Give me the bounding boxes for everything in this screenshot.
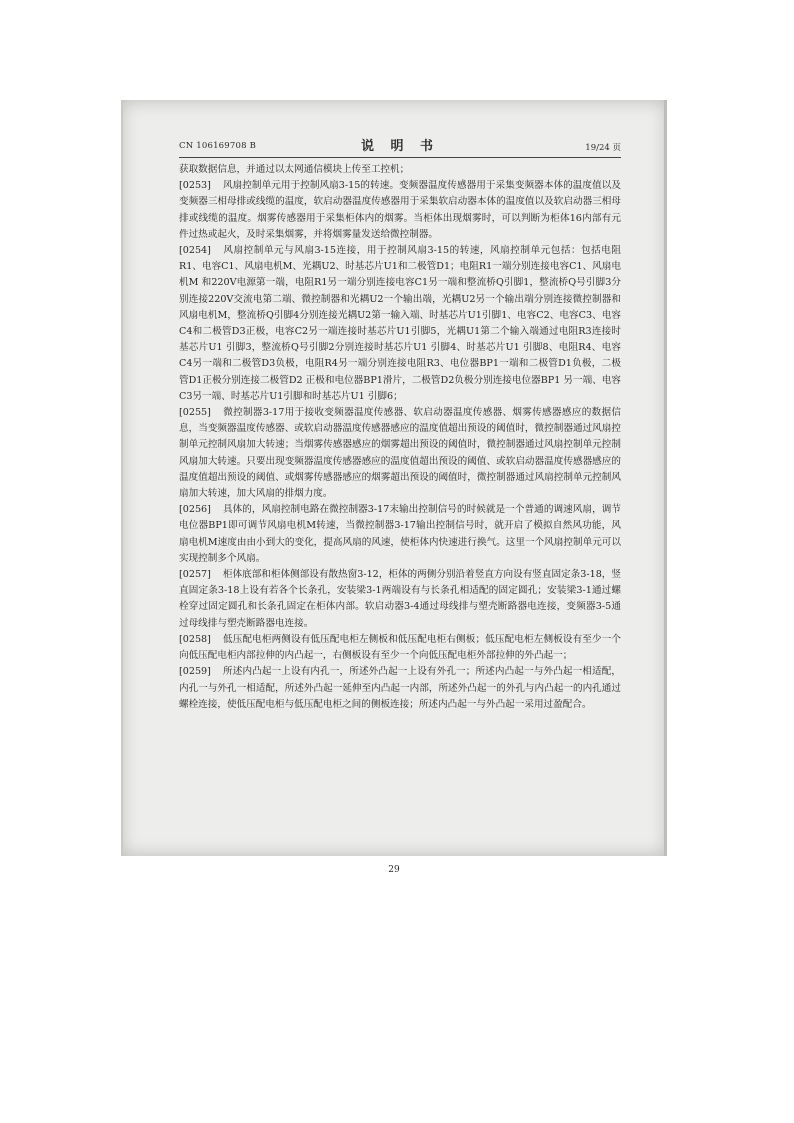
paragraph-number: [0253] [179, 180, 211, 192]
page-info: 19/24 页 [585, 143, 621, 153]
paragraph-number: [0256] [179, 504, 211, 516]
paragraph-text: 柜体底部和柜体侧部设有散热窗3-12，柜体的两侧分别沿着竖直方向设有竖直固定条3-18，竖直固定条3-18上设有若各个长条孔，安装梁3-1两端设有与长条孔相适配的固定圆孔；安装梁3-1通过螺栓穿过固定圆孔和长条孔固定在柜体内部。软启动器3-4通过母线排与塑壳断路器电连接，变频器3-5通过母线排与塑壳断路器电连接。 [179, 569, 621, 629]
paragraph-text: 风扇控制单元与风扇3-15连接，用于控制风扇3-15的转速，风扇控制单元包括：包括电阻R1、电容C1、风扇电机M、光耦U2、时基芯片U1和二极管D1；电阻R1一端分别连接电容C1、风扇电机M 和220V电源第一端，电阻R1另一端分别连接电容C1另一端和整流桥Q引脚1，整流桥Q号引脚3分别连接220V交流电第二端、微控制器和光耦U2一个输出端，光耦U2另一个输出端分别连接微控制器和风扇电机M，整流桥Q引脚4分别连接光耦U2第一输入端、时基芯片U1引脚1、电容C2、电容C3、电容C4和二极管D3正极，电容C2另一端连接时基芯片U1引脚5，光耦U1第二个输入端通过电阻R3连接时基芯片U1 引脚3，整流桥Q号引脚2分别连接时基芯片U1 引脚4、时基芯片U1 引脚8、电阻R4、电容C4另一端和二极管D3负极，电阻R4另一端分别连接电阻R3、电位器BP1一端和二极管D1负极，二极管D1正极分别连接二极管D2 正极和电位器BP1滑片，二极管D2负极分别连接电位器BP1 另一端、电容C3另一端、时基芯片U1引脚和时基芯片U1 引脚6； [179, 245, 621, 402]
paragraph [179, 502, 621, 567]
paragraph-number: [0255] [179, 407, 211, 419]
paragraph-number: [0258] [179, 633, 211, 645]
paragraph [179, 243, 621, 405]
paragraph [179, 405, 621, 502]
patent-number: CN 106169708 B [179, 141, 257, 151]
paragraph [179, 567, 621, 632]
paragraph-text: 风扇控制单元用于控制风扇3-15的转速。变频器温度传感器用于采集变频器本体的温度值以及变频器三相母排或线缆的温度，软启动器温度传感器用于采集软启动器本体的温度值以及软启动器三相母排或线缆的温度。烟雾传感器用于采集柜体内的烟雾。当柜体出现烟雾时，可以判断为柜体16内部有元件过热或起火，及时采集烟雾，并将烟雾量发送给微控制器。 [179, 180, 621, 240]
paragraph-text: 所述内凸起一上设有内孔一，所述外凸起一上设有外孔一；所述内凸起一与外凸起一相适配，内孔一与外孔一相适配，所述外凸起一延伸至内凸起一内部，所述外凸起一的外孔与内凸起一的内孔通过螺栓连接，使低压配电柜与低压配电柜之间的侧板连接；所述内凸起一与外凸起一采用过盈配合。 [179, 666, 621, 710]
paragraph-number: [0257] [179, 569, 211, 581]
paragraph-number: [0254] [179, 245, 211, 257]
paragraph-text: 获取数据信息，并通过以太网通信模块上传至工控机； [179, 164, 410, 175]
header-rule [179, 157, 621, 158]
document-title: 说 明 书 [360, 139, 440, 154]
paragraph-text: 具体的，风扇控制电路在微控制器3-17末输出控制信号的时候就是一个普通的调速风扇，调节电位器BP1即可调节风扇电机M转速，当微控制器3-17输出控制信号时，就开启了模拟自然风功能，风扇电机M速度由由小到大的变化，提高风扇的风速，使柜体内快速进行换气。这里一个风扇控制单元可以实现控制多个风扇。 [179, 504, 621, 564]
document-body [179, 162, 621, 713]
paragraph-text: 微控制器3-17用于接收变频器温度传感器、软启动器温度传感器、烟雾传感器感应的数据信息，当变频器温度传感器、或软启动器温度传感器感应的温度值超出预设的阈值时，微控制器通过风扇控制单元控制风扇加大转速；当烟雾传感器感应的烟雾超出预设的阈值时，微控制器通过风扇控制单元控制风扇加大转速。只要出现变频器温度传感器感应的温度值超出预设的阈值、或软启动器温度传感器感应的温度值超出预设的阈值、或烟雾传感器感应的烟雾超出预设的阈值时，微控制器通过风扇控制单元控制风扇加大转速，加大风扇的排烟力度。 [179, 407, 621, 500]
scanned-page [121, 100, 667, 875]
page-number: 29 [388, 865, 400, 875]
paragraph [179, 664, 621, 713]
paragraph [179, 632, 621, 664]
paragraph [179, 162, 621, 178]
page-header [179, 135, 621, 157]
paragraph-text: 低压配电柜两侧设有低压配电柜左侧板和低压配电柜右侧板；低压配电柜左侧板设有至少一个向低压配电柜内部拉伸的内凸起一，右侧板设有至少一个向低压配电柜外部拉伸的外凸起一； [179, 633, 621, 662]
paragraph-number: [0259] [179, 666, 211, 678]
paragraph [179, 178, 621, 243]
